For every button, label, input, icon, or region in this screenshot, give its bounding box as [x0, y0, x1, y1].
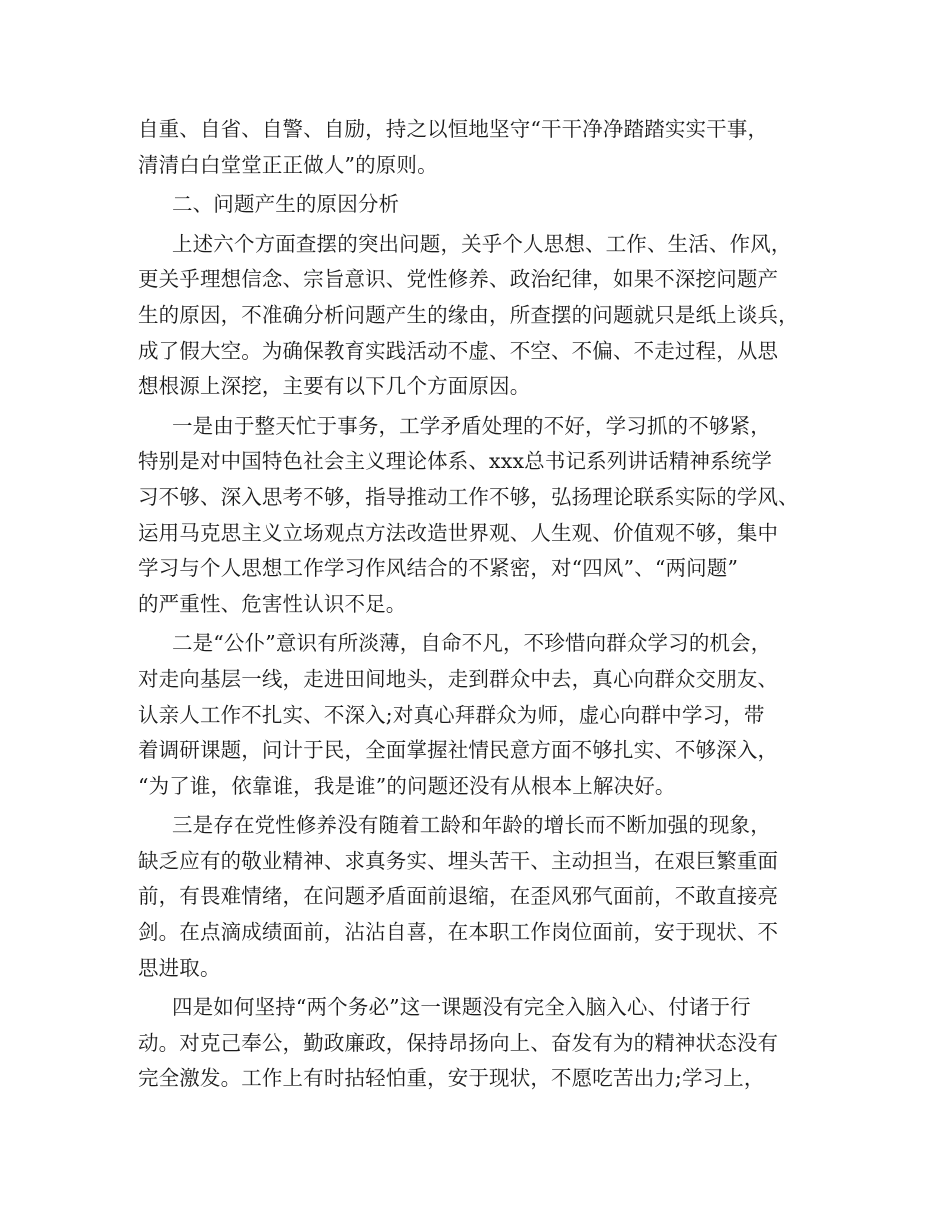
paragraph-line: 特别是对中国特色社会主义理论体系、xxx总书记系列讲话精神系统学 [138, 449, 772, 474]
document-body [138, 112, 828, 1097]
paragraph-first-line: 三是存在党性修养没有随着工龄和年龄的增长而不断加强的现象， [172, 813, 771, 838]
paragraph-line: 完全激发。工作上有时拈轻怕重，安于现状，不愿吃苦出力;学习上， [138, 1066, 765, 1091]
paragraph-first-line: 二、问题产生的原因分析 [172, 192, 400, 217]
paragraph-line: 生的原因，不准确分析问题产生的缘由，所查摆的问题就只是纸上谈兵， [138, 302, 799, 327]
paragraph-line: 运用马克思主义立场观点方法改造世界观、人生观、价值观不够，集中 [138, 520, 779, 545]
paragraph-first-line: 一是由于整天忙于事务，工学矛盾处理的不好，学习抓的不够紧， [172, 413, 771, 438]
paragraph-first-line: 四是如何坚持“两个务必”这一课题没有完全入脑入心、付诸于行 [172, 995, 751, 1020]
paragraph-line: 剑。在点滴成绩面前，沾沾自喜，在本职工作岗位面前，安于现状、不 [138, 920, 779, 945]
paragraph-line: 动。对克己奉公，勤政廉政，保持昂扬向上、奋发有为的精神状态没有 [138, 1030, 779, 1055]
paragraph-line: 前，有畏难情绪，在问题矛盾面前退缩，在歪风邪气面前，不敢直接亮 [138, 884, 779, 909]
paragraph-line: 成了假大空。为确保教育实践活动不虚、不空、不偏、不走过程，从思 [138, 338, 779, 363]
paragraph-line: 想根源上深挖，主要有以下几个方面原因。 [138, 374, 531, 399]
paragraph-first-line: 上述六个方面查摆的突出问题，关乎个人思想、工作、生活、作风， [172, 231, 792, 256]
paragraph-line: 学习与个人思想工作学习作风结合的不紧密，对“四风”、“两问题” [138, 556, 739, 581]
paragraph-line: 认亲人工作不扎实、不深入;对真心拜群众为师，虚心向群中学习，带 [138, 702, 765, 727]
paragraph-line: 缺乏应有的敬业精神、求真务实、埋头苦干、主动担当，在艰巨繁重面 [138, 848, 779, 873]
paragraph-line: 的严重性、危害性认识不足。 [138, 591, 407, 616]
paragraph-line: 对走向基层一线，走进田间地头，走到群众中去，真心向群众交朋友、 [138, 666, 779, 691]
paragraph-line: 思进取。 [138, 955, 221, 980]
paragraph-line: “为了谁，依靠谁，我是谁”的问题还没有从根本上解决好。 [138, 773, 676, 798]
paragraph-line: 习不够、深入思考不够，指导推动工作不够，弘扬理论联系实际的学风、 [138, 484, 799, 509]
paragraph-line: 着调研课题，问计于民，全面掌握社情民意方面不够扎实、不够深入， [138, 738, 779, 763]
paragraph-line: 清清白白堂堂正正做人”的原则。 [138, 152, 438, 177]
paragraph-first-line: 二是“公仆”意识有所淡薄，自命不凡，不珍惜向群众学习的机会， [172, 631, 772, 656]
paragraph-line: 更关乎理想信念、宗旨意识、党性修养、政治纪律，如果不深挖问题产 [138, 267, 779, 292]
paragraph-line: 自重、自省、自警、自励，持之以恒地坚守“干干净净踏踏实实干事， [138, 117, 769, 141]
